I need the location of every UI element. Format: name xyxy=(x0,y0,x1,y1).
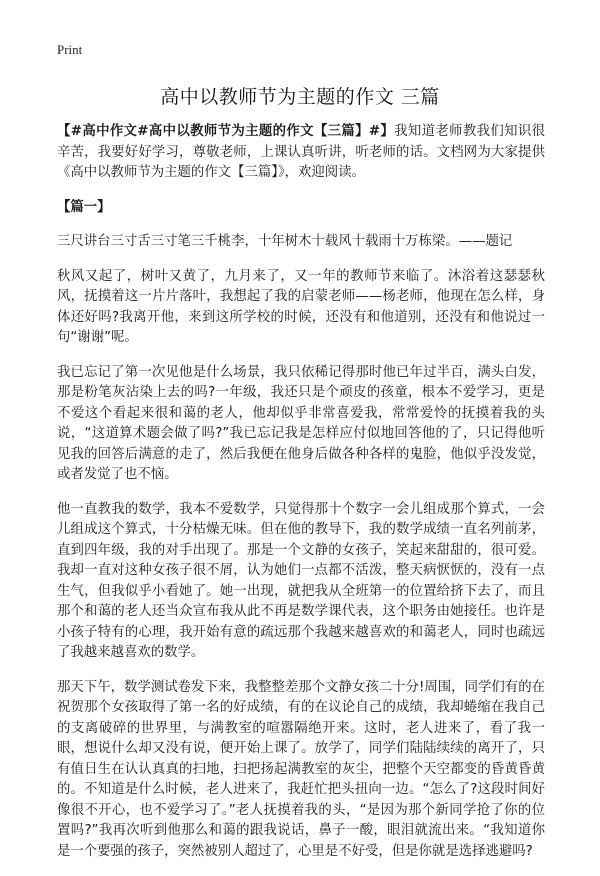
intro-paragraph xyxy=(57,122,545,184)
page-title: 高中以教师节为主题的作文 三篇 xyxy=(160,86,440,108)
article-body xyxy=(57,122,545,876)
body-paragraph: 他一直教我的数学，我本不爱数学，只觉得那十个数字一会儿组成那个算式，一会儿组成这个算式，十分枯燥无味。但在他的教导下，我的数学成绩一直名列前茅，直到四年级，我的对手出现了。那是一个文静的女孩子，笑起来甜甜的，很可爱。我却一直对这种女孩子很不屑，认为她们一点都不活泼，整天病恹恹的，没有一点生气，但我似乎小看她了。她一出现，就把我从全班第一的位置给挤下去了，而且那个和蔼的老人还当众宣布我从此不再是数学课代表，这个职务由她接任。也许是小孩子特有的心理，我开始有意的疏远那个我越来越喜欢的和蔼老人，同时也疏远了我越来越喜欢的数学。 xyxy=(57,501,545,660)
body-paragraph: 那天下午，数学测试卷发下来，我整整差那个文静女孩二十分!周围，同学们有的在祝贺那个女孩取得了第一名的好成绩，有的在议论自己的成绩，我却蜷缩在我自己的支离破碎的世界里，与满教室的喧嚣隔绝开来。这时，老人进来了，看了我一眼，想说什么却又没有说，便开始上课了。放学了，同学们陆陆续续的离开了，只有值日生在认认真真的扫地，扫把扬起满教室的灰尘，把整个天空都变的昏黄昏黄的。不知道是什么时候，老人进来了，我赶忙把头扭向一边。“怎么了?这段时间好像很不开心，也不爱学习了。”老人抚摸着我的头，“是因为那个新同学抢了你的位置吗?”我再次听到他那么和蔼的跟我说话，鼻子一酸，眼泪就流出来。“我知道你是一个要强的孩子，突然被别人超过了，心里是不好受，但是你就是选择逃避吗? xyxy=(57,679,545,859)
epigraph-paragraph: 三尺讲台三寸舌三寸笔三千桃李，十年树木十载风十载雨十万栋梁。——题记 xyxy=(57,234,513,249)
intro-text: 我知道老师教我们知识很辛苦，我要好好学习，尊敬老师，上课认真听讲，听老师的话。文档网为大家提供《高中以教师节为主题的作文【三篇】》，欢迎阅读。 xyxy=(57,124,545,180)
section-heading: 【篇一】 xyxy=(57,199,111,215)
body-paragraph: 我已忘记了第一次见他是什么场景，我只依稀记得那时他已年过半百，满头白发，那是粉笔灰沾染上去的吗?一年级，我还只是个顽皮的孩童，根本不爱学习，更是不爱这个看起来很和蔼的老人，他却似乎非常喜爱我，常常爱怜的抚摸着我的头说，“这道算术题会做了吗?”我已忘记我是怎样应付似地回答他的了，只记得他听见我的回答后满意的走了，然后我便在他身后做各种各样的鬼脸，他似乎没发觉，或者发觉了也不恼。 xyxy=(57,364,545,482)
intro-lead: 【#高中作文#高中以教师节为主题的作文【三篇】#】 xyxy=(57,124,395,139)
body-paragraph: 秋风又起了，树叶又黄了，九月来了，又一年的教师节来临了。沐浴着这瑟瑟秋风，抚摸着这一片片落叶，我想起了我的启蒙老师——杨老师，他现在怎么样，身体还好吗?我离开他，来到这所学校的时候，还没有和他道别，还没有和他说过一句“谢谢”呢。 xyxy=(57,268,545,345)
print-link[interactable]: Print xyxy=(57,42,83,57)
